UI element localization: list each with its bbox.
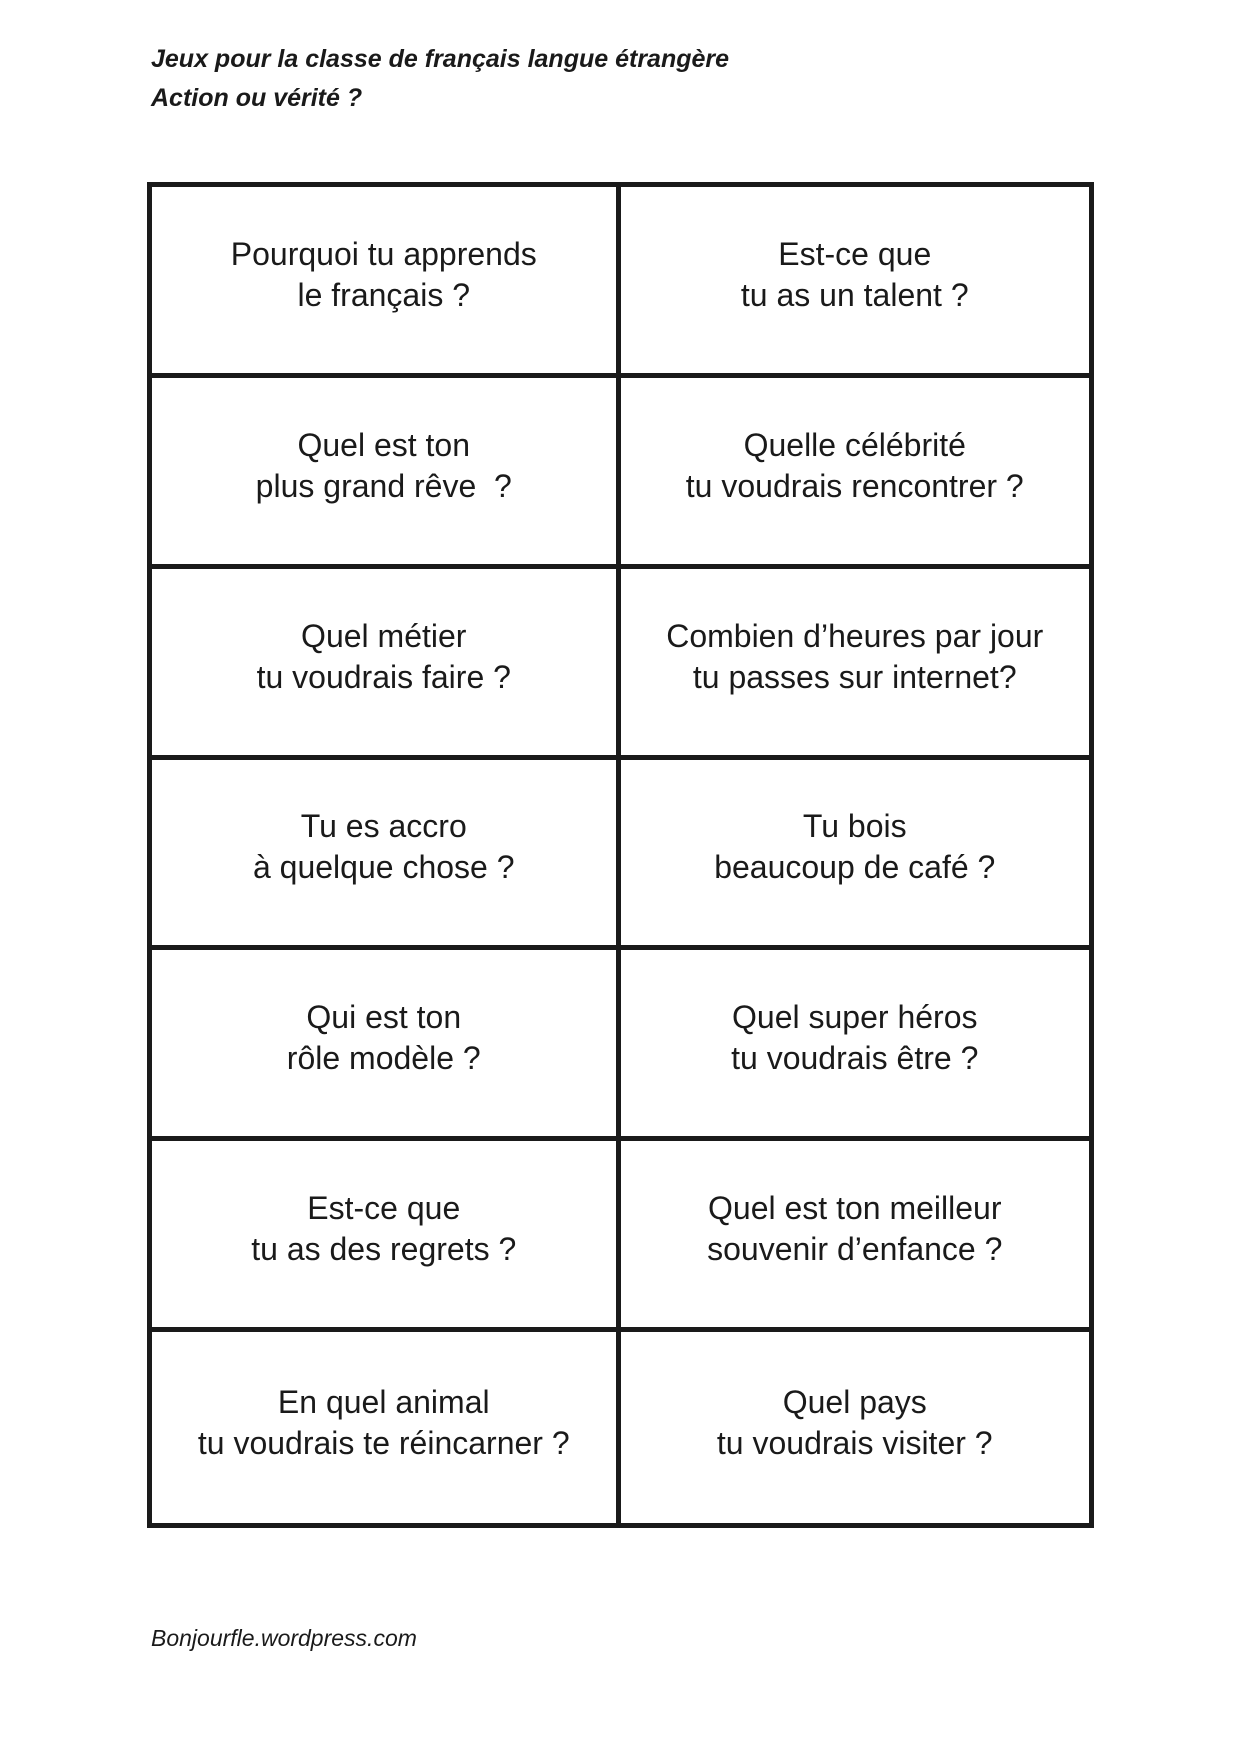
question-line-1: Est-ce que [307,1190,461,1227]
question-line-2: souvenir d’enfance ? [707,1231,1003,1268]
question-card [152,378,621,569]
question-card-grid [147,182,1094,1528]
question-card [621,569,1090,760]
question-card [621,378,1090,569]
question-line-2: tu voudrais visiter ? [716,1424,993,1461]
question-line-2: rôle modèle ? [286,1040,481,1077]
question-line-1: Quel super héros [732,999,978,1036]
document-title: Jeux pour la classe de français langue étrangère [151,45,730,73]
question-line-1: Tu bois [802,808,907,845]
question-line-2: le français ? [297,276,471,313]
question-card [621,1141,1090,1332]
question-line-1: Est-ce que [778,235,932,272]
question-line-1: Quelle célébrité [743,426,966,463]
question-line-1: Combien d’heures par jour [666,617,1044,654]
question-line-2: beaucoup de café ? [714,849,996,886]
question-card [152,1332,621,1523]
question-line-1: Quel pays [782,1383,927,1420]
question-card [152,950,621,1141]
question-card [621,1332,1090,1523]
question-line-2: tu as un talent ? [740,276,969,313]
question-line-1: Quel métier [301,617,467,654]
question-line-2: à quelque chose ? [252,849,515,886]
question-line-2: tu voudrais te réincarner ? [197,1424,570,1461]
question-line-1: Quel est ton [297,426,471,463]
question-card [621,950,1090,1141]
question-line-2: tu voudrais être ? [731,1040,979,1077]
question-line-1: En quel animal [277,1383,490,1420]
document-header [151,40,729,118]
question-card [152,760,621,951]
source-footer: Bonjourfle.wordpress.com [151,1625,417,1651]
question-card [152,569,621,760]
question-line-2: plus grand rêve ? [255,467,512,504]
game-title: Action ou vérité ? [151,84,363,112]
question-card [152,187,621,378]
question-line-2: tu voudrais faire ? [256,658,511,695]
question-line-1: Pourquoi tu apprends [230,235,537,272]
question-line-2: tu passes sur internet? [692,658,1017,695]
question-line-2: tu voudrais rencontrer ? [685,467,1024,504]
question-line-2: tu as des regrets ? [251,1231,517,1268]
question-line-1: Tu es accro [300,808,467,845]
question-line-1: Qui est ton [306,999,462,1036]
question-card [621,760,1090,951]
question-card [621,187,1090,378]
question-line-1: Quel est ton meilleur [708,1190,1002,1227]
question-card [152,1141,621,1332]
